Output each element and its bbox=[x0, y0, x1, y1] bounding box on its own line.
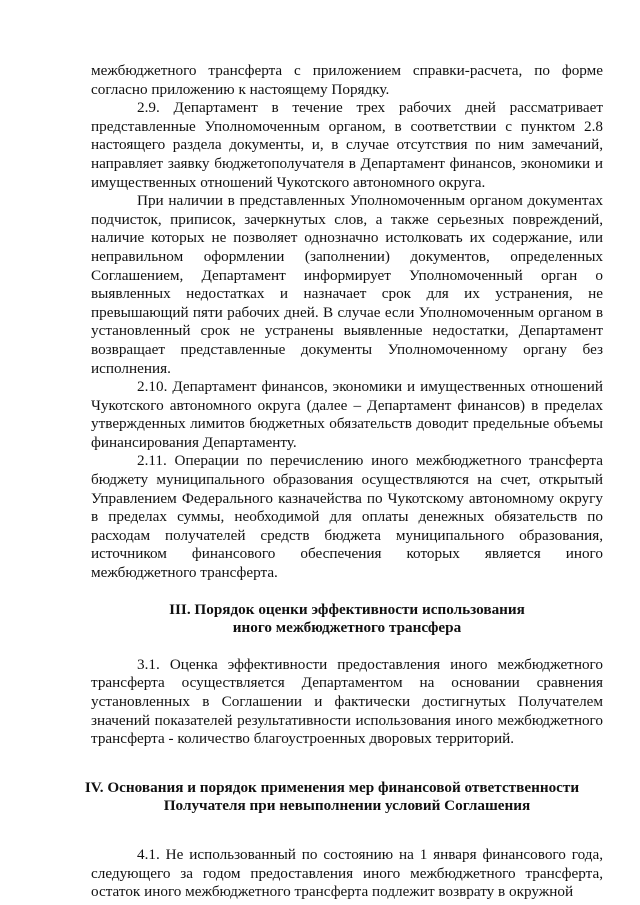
paragraph-4-1: 4.1. Не использованный по состоянию на 1 января финансового года, следующего за годом предоставления иного межбюджетного трансферта, остаток иного межбюджетного трансферта подлежит возврату в окружной bbox=[91, 845, 603, 901]
paragraph-2-9: 2.9. Департамент в течение трех рабочих дней рассматривает представленные Уполномоченным органом, в соответствии с пунктом 2.8 настоящего раздела документы, и, в случае отсутствия по ним замечаний, направляет заявку бюджетополучателя в Департамент финансов, экономики и имущественных отношений Чукотского автономного округа. bbox=[91, 99, 603, 191]
document-page bbox=[84, 62, 603, 902]
paragraph-2-10: 2.10. Департамент финансов, экономики и имущественных отношений Чукотского автономного округа (далее – Департамент финансов) в пределах утвержденных лимитов бюджетных обязательств доводит предельные объемы финансирования Департаменту. bbox=[91, 378, 603, 451]
section-4-heading bbox=[84, 778, 603, 816]
section-3-heading-line-1: III. Порядок оценки эффективности использования bbox=[169, 600, 525, 618]
section-3-heading bbox=[91, 601, 603, 638]
section-3-heading-line-2: иного межбюджетного трансфера bbox=[232, 619, 462, 637]
section-4-heading-line-2: Получателя при невыполнении условий Соглашения bbox=[163, 797, 531, 815]
paragraph-3-1: 3.1. Оценка эффективности предоставления иного межбюджетного трансферта осуществляется Департаментом на основании сравнения установленных в Соглашении и фактически достигнутых Получателем значений показателей результативности использования иного межбюджетного трансферта - количество благоустроенных дворовых территорий. bbox=[91, 655, 603, 748]
paragraph-continuation: межбюджетного трансферта с приложением справки-расчета, по форме согласно приложению к настоящему Порядку. bbox=[91, 62, 603, 98]
paragraph-2-11: 2.11. Операции по перечислению иного межбюджетного трансферта бюджету муниципального образования осуществляются на счет, открытый Управлением Федерального казначейства по Чукотскому автономному округу в пределах суммы, необходимой для оплаты денежных обязательств по расходам получателей средств бюджета муниципального образования, источником финансового обеспечения которых является иного межбюджетного трансферта. bbox=[91, 452, 603, 582]
paragraph-2-9-defects: При наличии в представленных Уполномоченным органом документах подчисток, приписок, зачеркнутых слов, а также серьезных повреждений, наличие которых не позволяет однозначно истолковать их содержание, или неправильном оформлении (заполнении) документов, определенных Соглашением, Департамент информирует Уполномоченный орган о выявленных недостатках и назначает срок для их устранения, не превышающий пяти рабочих дней. В случае если Уполномоченным органом в установленный срок не устранены выявленные недостатки, Департамент возвращает представленные документы Уполномоченному органу без исполнения. bbox=[91, 192, 603, 377]
section-4-heading-line-1: IV. Основания и порядок применения мер финансовой ответственности bbox=[84, 778, 580, 796]
